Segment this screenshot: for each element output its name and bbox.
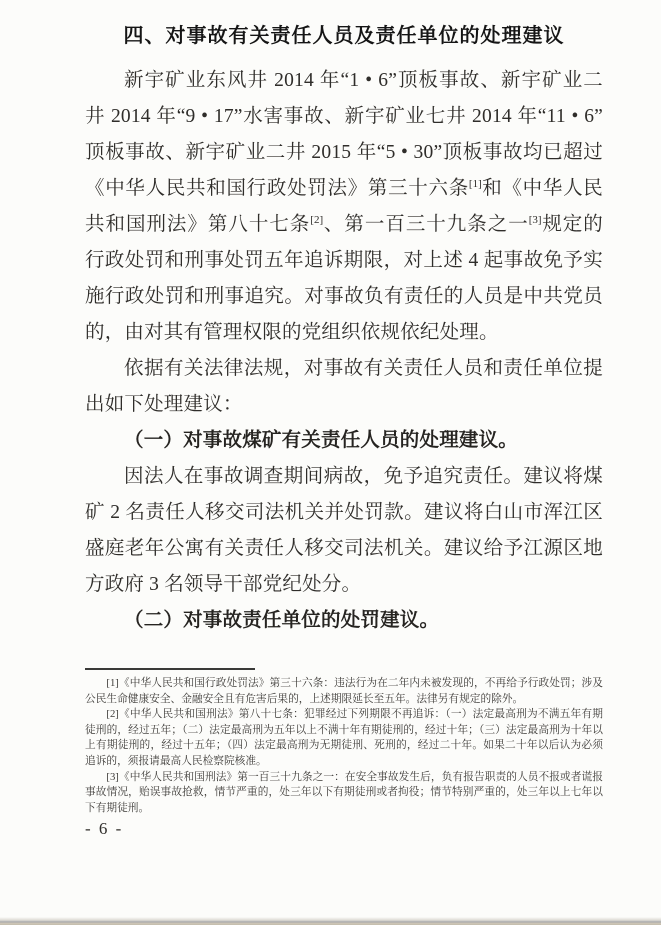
footnote-ref: [3] xyxy=(528,214,542,226)
text-segment: 因法人在事故调查期间病故，免予追究责任。建议将煤矿 2 名责任人移交司法机关并处罚款。建议将白山市浑江区盛庭老年公寓有关责任人移交司法机关。建议给予江源区地方政府 3 名领导干部党纪处分。 xyxy=(85,466,603,595)
footnote-marker: [3] xyxy=(106,770,119,783)
footnote-item xyxy=(85,707,603,769)
footnote-ref: [1] xyxy=(468,178,482,190)
footnote-separator xyxy=(85,668,255,670)
body-paragraphs xyxy=(85,63,603,639)
section-heading: 四、对事故有关责任人员及责任单位的处理建议 xyxy=(123,25,565,47)
footnote-text: 《中华人民共和国刑法》第一百三十九条之一：在安全事故发生后，负有报告职责的人员不报或者谎报事故情况，贻误事故抢救，情节严重的，处三年以下有期徒刑或者拘役；情节特别严重的，处三年以上七年以下有期徒刑。 xyxy=(85,770,603,814)
paragraph-statute-limitations xyxy=(85,63,603,351)
page-number: - 6 - xyxy=(85,819,124,839)
footnote-marker: [2] xyxy=(106,708,119,721)
footnote-list xyxy=(85,676,603,816)
footnote-ref: [2] xyxy=(310,214,324,226)
text-segment: 新宇矿业东风井 2014 年“1 • 6”顶板事故、新宇矿业二井 2014 年“9 • 17”水害事故、新宇矿业七井 2014 年“11 • 6”顶板事故、新宇矿业二井 2015 年“5 • 30”顶板事故均已超过《中华人民共和国行政处罚法》第三十六条 xyxy=(85,70,603,199)
subheading-personnel xyxy=(85,423,603,459)
subheading-unit-penalty xyxy=(85,603,603,639)
footnote-item xyxy=(85,770,603,817)
scan-bottom-edge xyxy=(0,917,661,925)
footnote-block xyxy=(85,668,603,839)
footnote-text: 《中华人民共和国刑法》第八十七条：犯罪经过下列期限不再追诉：（一）法定最高刑为不满五年有期徒刑的，经过五年；（二）法定最高刑为五年以上不满十年有期徒刑的，经过十年；（三）法定最高刑为十年以上有期徒刑的，经过十五年；（四）法定最高刑为无期徒刑、死刑的，经过二十年。如果二十年以后认为必须追诉的，须报请最高人民检察院核准。 xyxy=(85,708,603,767)
page-content xyxy=(85,22,603,639)
text-segment: 和《中华人民共和国刑法》第八十七条 xyxy=(85,178,603,235)
footnote-item xyxy=(85,676,603,707)
footnote-text: 《中华人民共和国行政处罚法》第三十六条：违法行为在二年内未被发现的，不再给予行政处罚；涉及公民生命健康安全、金融安全且有危害后果的，上述期限延长至五年。法律另有规定的除外。 xyxy=(85,677,603,705)
paragraph-recommendation-intro xyxy=(85,351,603,423)
footnote-marker: [1] xyxy=(106,677,119,689)
text-segment: （一）对事故煤矿有关责任人员的处理建议。 xyxy=(124,430,519,451)
text-segment: 依据有关法律法规，对事故有关责任人员和责任单位提出如下处理建议： xyxy=(85,358,603,415)
text-segment: （二）对事故责任单位的处罚建议。 xyxy=(124,610,440,631)
text-segment: 、第一百三十九条之一 xyxy=(323,214,529,235)
paragraph-personnel-detail xyxy=(85,459,603,603)
text-segment: 规定的行政处罚和刑事处罚五年追诉期限，对上述 4 起事故免予实施行政处罚和刑事追究。对事故负有责任的人员是中共党员的，由对其有管理权限的党组织依规依纪处理。 xyxy=(85,214,603,343)
